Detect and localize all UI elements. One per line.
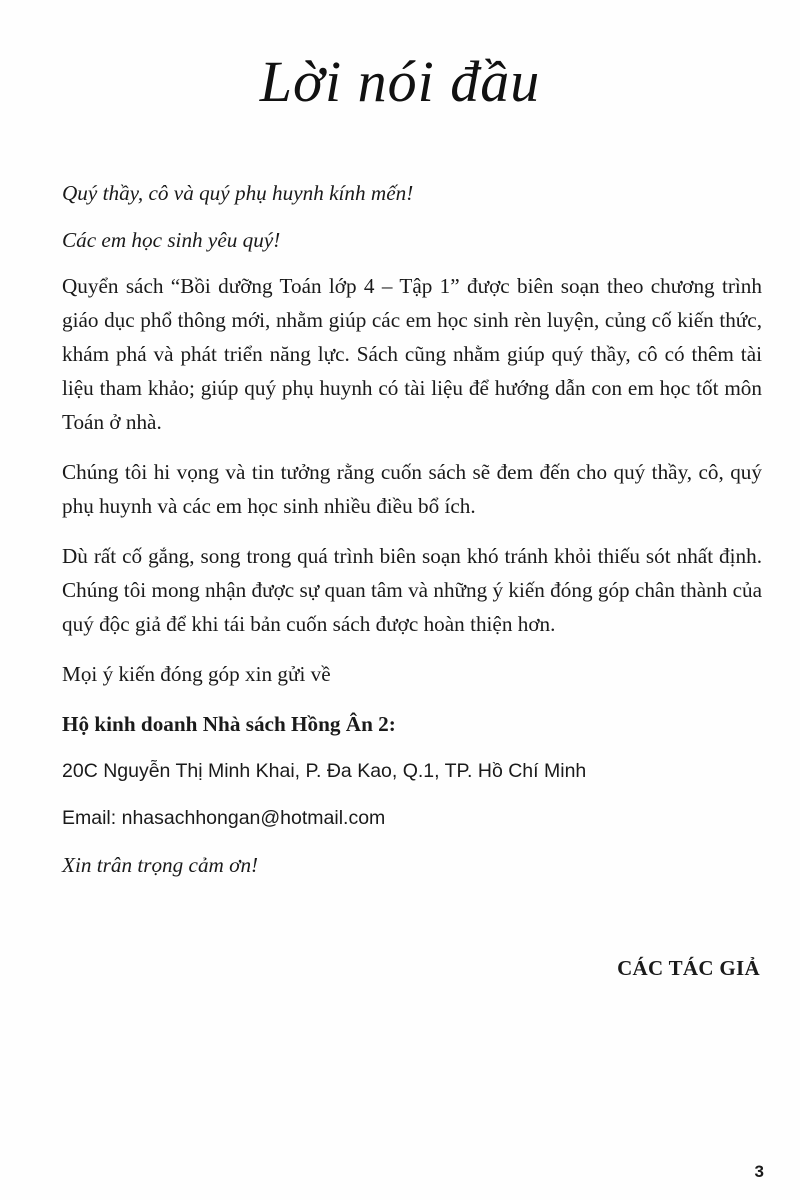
paragraph-feedback: Dù rất cố gắng, song trong quá trình biên soạn khó tránh khỏi thiếu sót nhất định. Chúng tôi mong nhận được sự quan tâm và những ý kiến đóng góp chân thành của quý độc giả để khi tái bản cuốn sách được hoàn thiện hơn. — [62, 544, 762, 636]
page-number: 3 — [754, 1162, 764, 1181]
closing-line: Xin trân trọng cảm ơn! — [62, 853, 259, 877]
preface-body — [62, 176, 762, 882]
contact-intro: Mọi ý kiến đóng góp xin gửi về — [62, 662, 331, 686]
authors-signature: CÁC TÁC GIẢ — [617, 956, 760, 980]
page-title: Lời nói đầu — [259, 49, 541, 114]
publisher-address: 20C Nguyễn Thị Minh Khai, P. Đa Kao, Q.1, TP. Hồ Chí Minh — [62, 760, 587, 782]
paragraph-hope: Chúng tôi hi vọng và tin tưởng rằng cuốn sách sẽ đem đến cho quý thầy, cô, quý phụ huynh và các em học sinh nhiều điều bổ ích. — [62, 460, 762, 518]
paragraph-intro: Quyển sách “Bồi dưỡng Toán lớp 4 – Tập 1” được biên soạn theo chương trình giáo dục phổ thông mới, nhằm giúp các em học sinh rèn luyện, củng cố kiến thức, khám phá và phát triển năng lực. Sách cũng nhằm giúp quý thầy, cô có thêm tài liệu tham khảo; giúp quý phụ huynh có tài liệu để hướng dẫn con em học tốt môn Toán ở nhà. — [62, 274, 762, 434]
greeting-line-1: Quý thầy, cô và quý phụ huynh kính mến! — [62, 181, 414, 205]
publisher-name: Hộ kinh doanh Nhà sách Hồng Ân 2: — [62, 712, 396, 736]
greeting-line-2: Các em học sinh yêu quý! — [62, 228, 281, 252]
publisher-email: Email: nhasachhongan@hotmail.com — [62, 807, 386, 829]
